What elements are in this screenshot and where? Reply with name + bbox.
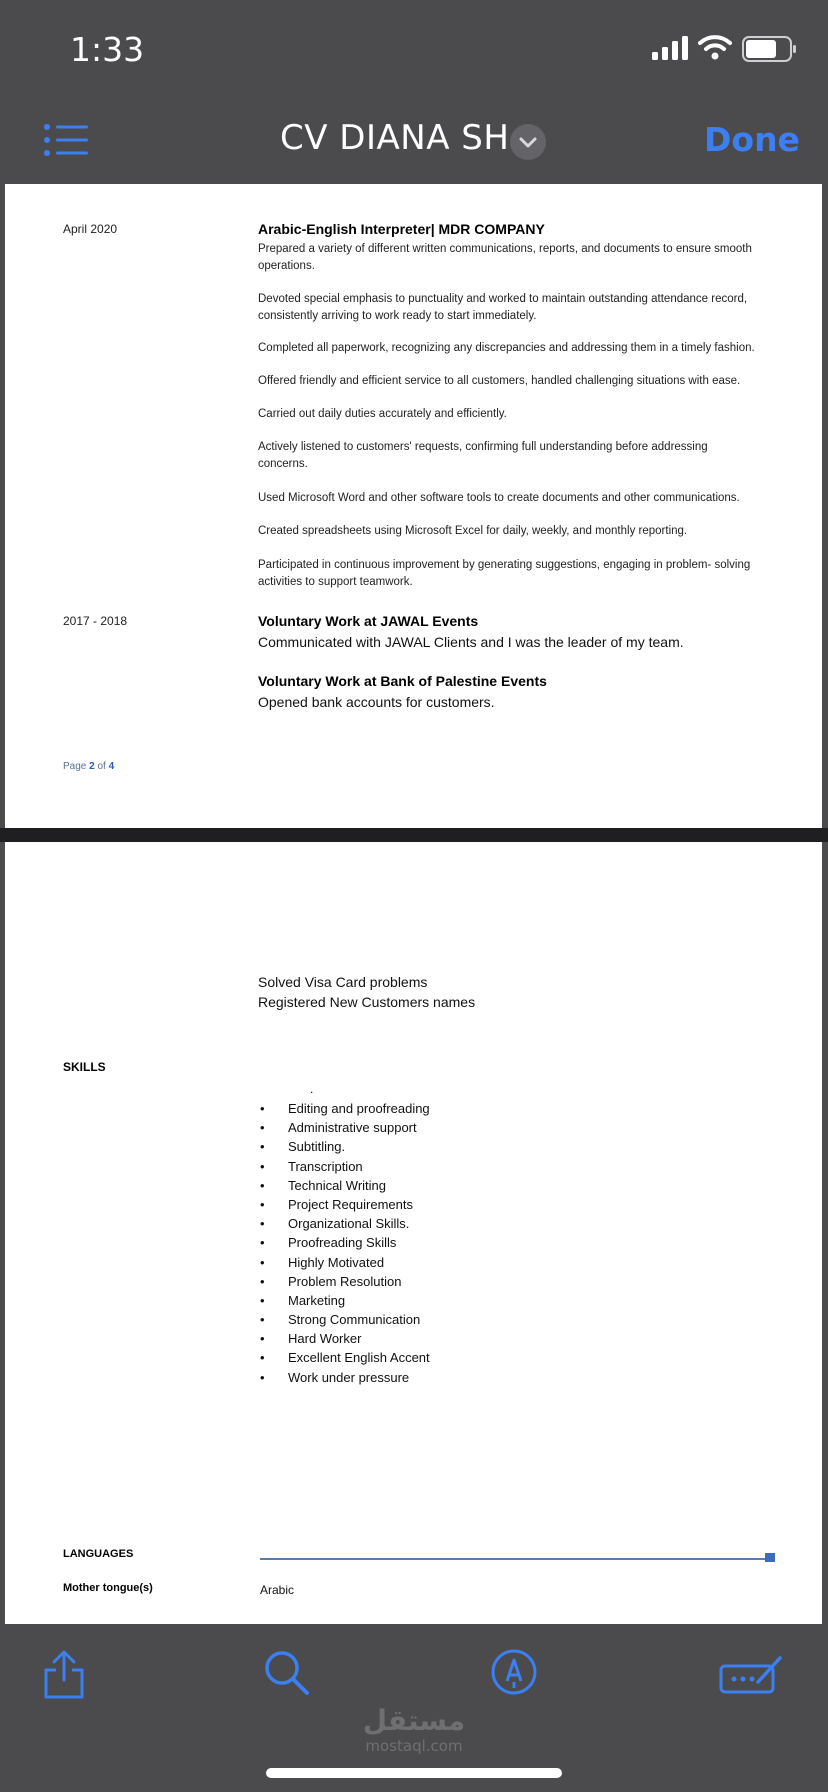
- job-bullet: Offered friendly and efficient service to all customers, handled challenging situations with ease.: [258, 375, 741, 387]
- job-bullet: Completed all paperwork, recognizing any discrepancies and addressing them in a timely fashion.: [258, 342, 755, 354]
- job-bullet: Used Microsoft Word and other software tools to create documents and other communications.: [258, 492, 740, 504]
- list-item: • Proofreading Skills: [288, 1233, 430, 1252]
- stray-dot: .: [310, 1082, 314, 1096]
- job-bullet: Carried out daily duties accurately and efficiently.: [258, 408, 507, 420]
- list-item: • Project Requirements: [288, 1195, 430, 1214]
- list-item: • Editing and proofreading: [288, 1099, 430, 1118]
- navigation-bar: [0, 100, 828, 184]
- languages-heading: LANGUAGES: [63, 1548, 134, 1560]
- job-title: Arabic-English Interpreter| MDR COMPANY: [258, 221, 545, 237]
- share-icon[interactable]: [42, 1650, 86, 1700]
- skills-heading: SKILLS: [63, 1060, 106, 1074]
- mother-tongue-label: Mother tongue(s): [63, 1582, 153, 1594]
- job-bullet: Participated in continuous improvement by generating suggestions, engaging in problem- solving activities to support teamwork.: [258, 559, 751, 588]
- list-item: • Highly Motivated: [288, 1253, 430, 1272]
- job-title: Voluntary Work at JAWAL Events: [258, 613, 479, 629]
- list-item: • Administrative support: [288, 1118, 430, 1137]
- bottom-toolbar: [0, 1624, 828, 1792]
- wifi-icon: [698, 34, 732, 60]
- list-item: • Organizational Skills.: [288, 1214, 430, 1233]
- job-date: 2017 - 2018: [63, 614, 128, 628]
- list-item: • Problem Resolution: [288, 1272, 430, 1291]
- table-of-contents-icon[interactable]: [44, 124, 88, 156]
- job-description: Registered New Customers names: [258, 994, 476, 1010]
- chevron-down-icon: [510, 124, 546, 160]
- job-description: Opened bank accounts for customers.: [258, 694, 495, 710]
- signature-icon[interactable]: [718, 1652, 784, 1696]
- job-bullet: Prepared a variety of different written communications, reports, and documents to ensure smooth operations.: [258, 243, 752, 272]
- home-indicator[interactable]: [266, 1768, 562, 1778]
- mother-tongue-value: Arabic: [260, 1583, 295, 1597]
- job-title: Voluntary Work at Bank of Palestine Events: [258, 673, 547, 689]
- section-divider: [260, 1558, 775, 1560]
- list-item: • Technical Writing: [288, 1176, 430, 1195]
- job-bullet: Created spreadsheets using Microsoft Excel for daily, weekly, and monthly reporting.: [258, 525, 688, 537]
- battery-icon: [742, 36, 798, 62]
- document-page-2: [5, 184, 822, 828]
- page-separator: [0, 828, 828, 842]
- title-menu-button[interactable]: [510, 124, 546, 160]
- list-item: • Marketing: [288, 1291, 430, 1310]
- job-bullet: Devoted special emphasis to punctuality and worked to maintain outstanding attendance record, consistently arriving to work ready to start immediately.: [258, 293, 748, 322]
- page-number: Page 2 of 4: [63, 761, 115, 772]
- done-button[interactable]: Done: [704, 120, 800, 159]
- document-title[interactable]: CV DIANA SH: [280, 118, 510, 158]
- status-time: 1:33: [70, 30, 145, 69]
- list-item: • Work under pressure: [288, 1368, 430, 1387]
- job-description: Solved Visa Card problems: [258, 974, 428, 990]
- watermark: [354, 1704, 474, 1755]
- list-item: • Strong Communication: [288, 1310, 430, 1329]
- job-description: Communicated with JAWAL Clients and I was the leader of my team.: [258, 634, 684, 650]
- markup-pen-icon[interactable]: [490, 1648, 538, 1696]
- list-item: • Hard Worker: [288, 1329, 430, 1348]
- list-item: • Transcription: [288, 1157, 430, 1176]
- list-item: • Excellent English Accent: [288, 1348, 430, 1367]
- cellular-signal-icon: [652, 36, 690, 60]
- watermark-latin: mostaql.com: [365, 1737, 463, 1755]
- watermark-arabic: مستقل: [362, 1704, 466, 1737]
- divider-marker: [765, 1553, 775, 1562]
- document-page-3: [5, 842, 822, 1624]
- list-item: • Subtitling.: [288, 1137, 430, 1156]
- job-bullet: Actively listened to customers' requests, confirming full understanding before addressing concerns.: [258, 441, 708, 470]
- status-bar: [0, 0, 828, 100]
- skills-list: [288, 1099, 430, 1387]
- job-date: April 2020: [63, 222, 118, 236]
- search-icon[interactable]: [264, 1650, 310, 1696]
